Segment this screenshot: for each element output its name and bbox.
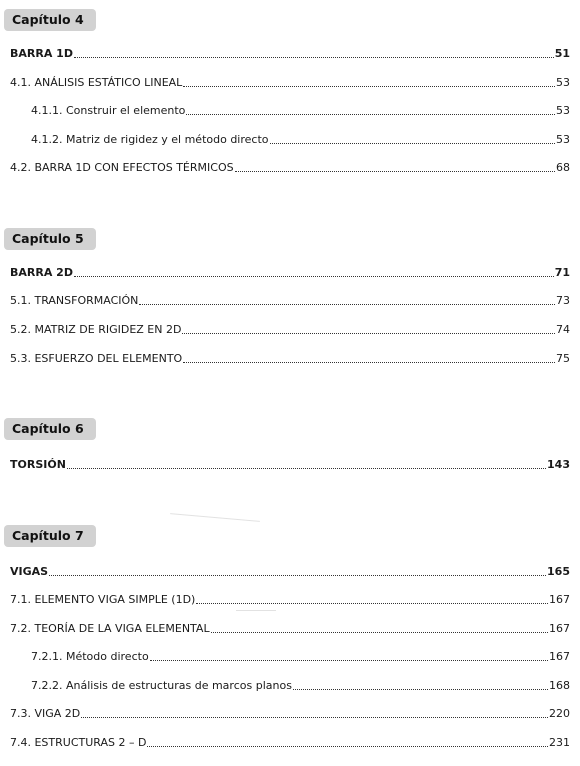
- toc-entry-title: VIGAS: [10, 565, 49, 578]
- toc-entry-title: 7.2. TEORÍA DE LA VIGA ELEMENTAL: [10, 622, 210, 635]
- toc-entry-page: 53: [556, 76, 570, 89]
- toc-entry-title: BARRA 2D: [10, 266, 73, 279]
- dot-leader: [49, 575, 546, 576]
- toc-entry-barra-2d[interactable]: [10, 264, 570, 280]
- dot-leader: [211, 632, 548, 633]
- toc-entry-title: 7.1. ELEMENTO VIGA SIMPLE (1D): [10, 593, 196, 606]
- dot-leader: [235, 171, 555, 172]
- toc-entry-page: 167: [549, 622, 570, 635]
- toc-entry-torsion[interactable]: [10, 456, 570, 472]
- chapter-6-heading: Capítulo 6: [4, 418, 96, 440]
- toc-entry-title: 5.3. ESFUERZO DEL ELEMENTO: [10, 352, 183, 365]
- dot-leader: [183, 86, 555, 87]
- toc-entry-page: 71: [554, 266, 570, 279]
- scan-artifact: [236, 610, 276, 611]
- dot-leader: [196, 603, 548, 604]
- toc-entry-7-4[interactable]: [10, 734, 570, 750]
- chapter-7-heading: Capítulo 7: [4, 525, 96, 547]
- toc-entry-title: 7.4. ESTRUCTURAS 2 – D: [10, 736, 147, 749]
- toc-entry-page: 74: [556, 323, 570, 336]
- toc-entry-7-2-2[interactable]: [31, 677, 570, 693]
- toc-entry-4-1-1[interactable]: [31, 102, 570, 118]
- toc-entry-page: 143: [547, 458, 570, 471]
- toc-entry-title: 5.1. TRANSFORMACIÓN: [10, 294, 139, 307]
- toc-entry-7-1[interactable]: [10, 591, 570, 607]
- toc-entry-5-1[interactable]: [10, 292, 570, 308]
- toc-entry-7-3[interactable]: [10, 705, 570, 721]
- toc-entry-page: 167: [549, 593, 570, 606]
- toc-entry-title: 4.1. ANÁLISIS ESTÁTICO LINEAL: [10, 76, 183, 89]
- toc-entry-vigas[interactable]: [10, 563, 570, 579]
- dot-leader: [147, 746, 548, 747]
- toc-entry-title: BARRA 1D: [10, 47, 73, 60]
- toc-entry-page: 167: [549, 650, 570, 663]
- toc-entry-title: 5.2. MATRIZ DE RIGIDEZ EN 2D: [10, 323, 182, 336]
- toc-entry-page: 231: [549, 736, 570, 749]
- toc-entry-page: 73: [556, 294, 570, 307]
- toc-entry-7-2[interactable]: [10, 620, 570, 636]
- toc-entry-title: 4.1.1. Construir el elemento: [31, 104, 186, 117]
- toc-entry-page: 75: [556, 352, 570, 365]
- toc-entry-page: 220: [549, 707, 570, 720]
- chapter-4-heading: Capítulo 4: [4, 9, 96, 31]
- dot-leader: [81, 717, 548, 718]
- toc-entry-title: 7.2.2. Análisis de estructuras de marcos planos: [31, 679, 292, 692]
- toc-entry-4-2[interactable]: [10, 159, 570, 175]
- toc-entry-title: TORSIÓN: [10, 458, 66, 471]
- toc-entry-page: 53: [556, 104, 570, 117]
- dot-leader: [293, 689, 548, 690]
- toc-entry-5-3[interactable]: [10, 350, 570, 366]
- dot-leader: [74, 57, 554, 58]
- toc-entry-7-2-1[interactable]: [31, 648, 570, 664]
- toc-entry-page: 68: [556, 161, 570, 174]
- dot-leader: [270, 143, 556, 144]
- toc-entry-barra-1d[interactable]: [10, 45, 570, 61]
- dot-leader: [67, 468, 546, 469]
- toc-entry-page: 168: [549, 679, 570, 692]
- dot-leader: [183, 362, 555, 363]
- dot-leader: [139, 304, 555, 305]
- toc-entry-4-1-2[interactable]: [31, 131, 570, 147]
- dot-leader: [150, 660, 548, 661]
- toc-entry-title: 4.2. BARRA 1D CON EFECTOS TÉRMICOS: [10, 161, 234, 174]
- toc-entry-5-2[interactable]: [10, 321, 570, 337]
- toc-entry-page: 165: [547, 565, 570, 578]
- chapter-5-heading: Capítulo 5: [4, 228, 96, 250]
- dot-leader: [182, 333, 555, 334]
- toc-entry-title: 4.1.2. Matriz de rigidez y el método directo: [31, 133, 269, 146]
- toc-entry-title: 7.3. VIGA 2D: [10, 707, 81, 720]
- toc-entry-page: 51: [554, 47, 570, 60]
- toc-entry-title: 7.2.1. Método directo: [31, 650, 149, 663]
- scan-artifact: [170, 513, 260, 522]
- dot-leader: [74, 276, 554, 277]
- dot-leader: [186, 114, 555, 115]
- toc-entry-4-1[interactable]: [10, 74, 570, 90]
- toc-entry-page: 53: [556, 133, 570, 146]
